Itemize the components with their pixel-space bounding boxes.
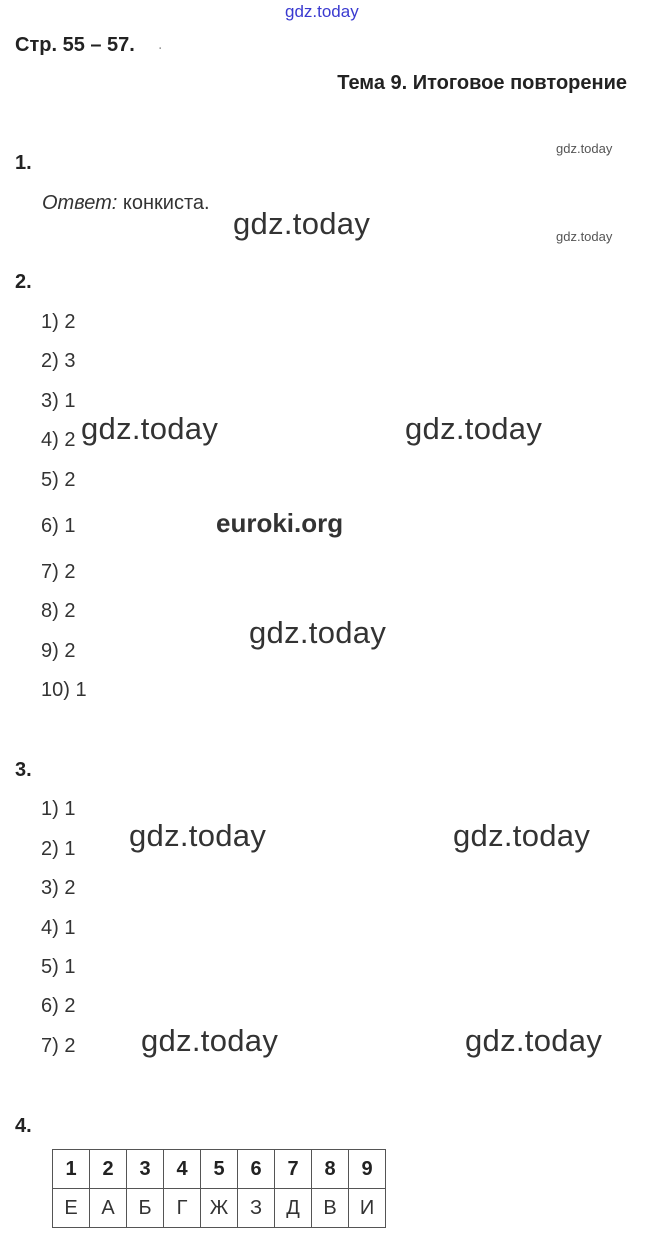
table-header-cell: 2 — [90, 1150, 127, 1189]
answer-label: Ответ: — [42, 192, 118, 214]
table-header-cell: 7 — [275, 1150, 312, 1189]
table-header-row — [53, 1150, 386, 1189]
table-cell: Г — [164, 1189, 201, 1228]
table-header-cell: 9 — [349, 1150, 386, 1189]
table-header-cell: 8 — [312, 1150, 349, 1189]
page-reference: Стр. 55 – 57. — [15, 34, 135, 56]
table-header-cell: 1 — [53, 1150, 90, 1189]
watermark-large: gdz.today — [233, 206, 371, 241]
q3-answer-1: 1) 1 — [41, 798, 76, 820]
q2-answer-7: 7) 2 — [41, 561, 76, 583]
q2-answer-6: 6) 1 — [41, 515, 76, 537]
page-reference-dot: . — [158, 36, 163, 53]
table-cell: И — [349, 1189, 386, 1228]
q2-answer-5: 5) 2 — [41, 469, 76, 491]
q3-answer-7: 7) 2 — [41, 1035, 76, 1057]
table-row — [53, 1189, 386, 1228]
question-2-number: 2. — [15, 271, 32, 293]
watermark-large: gdz.today — [453, 818, 591, 853]
q2-answer-10: 10) 1 — [41, 679, 87, 701]
watermark-small: gdz.today — [556, 229, 613, 244]
watermark-large: gdz.today — [129, 818, 267, 853]
q3-answer-4: 4) 1 — [41, 917, 76, 939]
table-cell: Ж — [201, 1189, 238, 1228]
q3-answer-5: 5) 1 — [41, 956, 76, 978]
answer-text: конкиста. — [117, 192, 210, 214]
question-4-answer-table — [52, 1149, 386, 1228]
table-cell: Б — [127, 1189, 164, 1228]
q2-answer-3: 3) 1 — [41, 390, 76, 412]
q2-answer-4: 4) 2 — [41, 429, 76, 451]
watermark-small: gdz.today — [556, 141, 613, 156]
question-1-answer — [42, 192, 210, 215]
table-cell: З — [238, 1189, 275, 1228]
table-cell: Д — [275, 1189, 312, 1228]
topic-title: Тема 9. Итоговое повторение — [337, 72, 627, 94]
watermark-large: gdz.today — [81, 411, 219, 446]
q2-answer-1: 1) 2 — [41, 311, 76, 333]
table-header-cell: 4 — [164, 1150, 201, 1189]
watermark-large: gdz.today — [141, 1023, 279, 1058]
q2-answer-9: 9) 2 — [41, 640, 76, 662]
watermark-top: gdz.today — [285, 2, 359, 21]
table-header-cell: 6 — [238, 1150, 275, 1189]
table-cell: Е — [53, 1189, 90, 1228]
question-4-number: 4. — [15, 1115, 32, 1137]
q3-answer-3: 3) 2 — [41, 877, 76, 899]
watermark-large: gdz.today — [249, 615, 387, 650]
question-3-number: 3. — [15, 759, 32, 781]
q3-answer-6: 6) 2 — [41, 995, 76, 1017]
q2-answer-8: 8) 2 — [41, 600, 76, 622]
q2-answer-2: 2) 3 — [41, 350, 76, 372]
watermark-large: gdz.today — [405, 411, 543, 446]
euroki-watermark: euroki.org — [216, 508, 344, 538]
table-header-cell: 3 — [127, 1150, 164, 1189]
watermark-large: gdz.today — [465, 1023, 603, 1058]
q3-answer-2: 2) 1 — [41, 838, 76, 860]
table-cell: А — [90, 1189, 127, 1228]
table-cell: В — [312, 1189, 349, 1228]
question-1-number: 1. — [15, 152, 32, 174]
table-header-cell: 5 — [201, 1150, 238, 1189]
